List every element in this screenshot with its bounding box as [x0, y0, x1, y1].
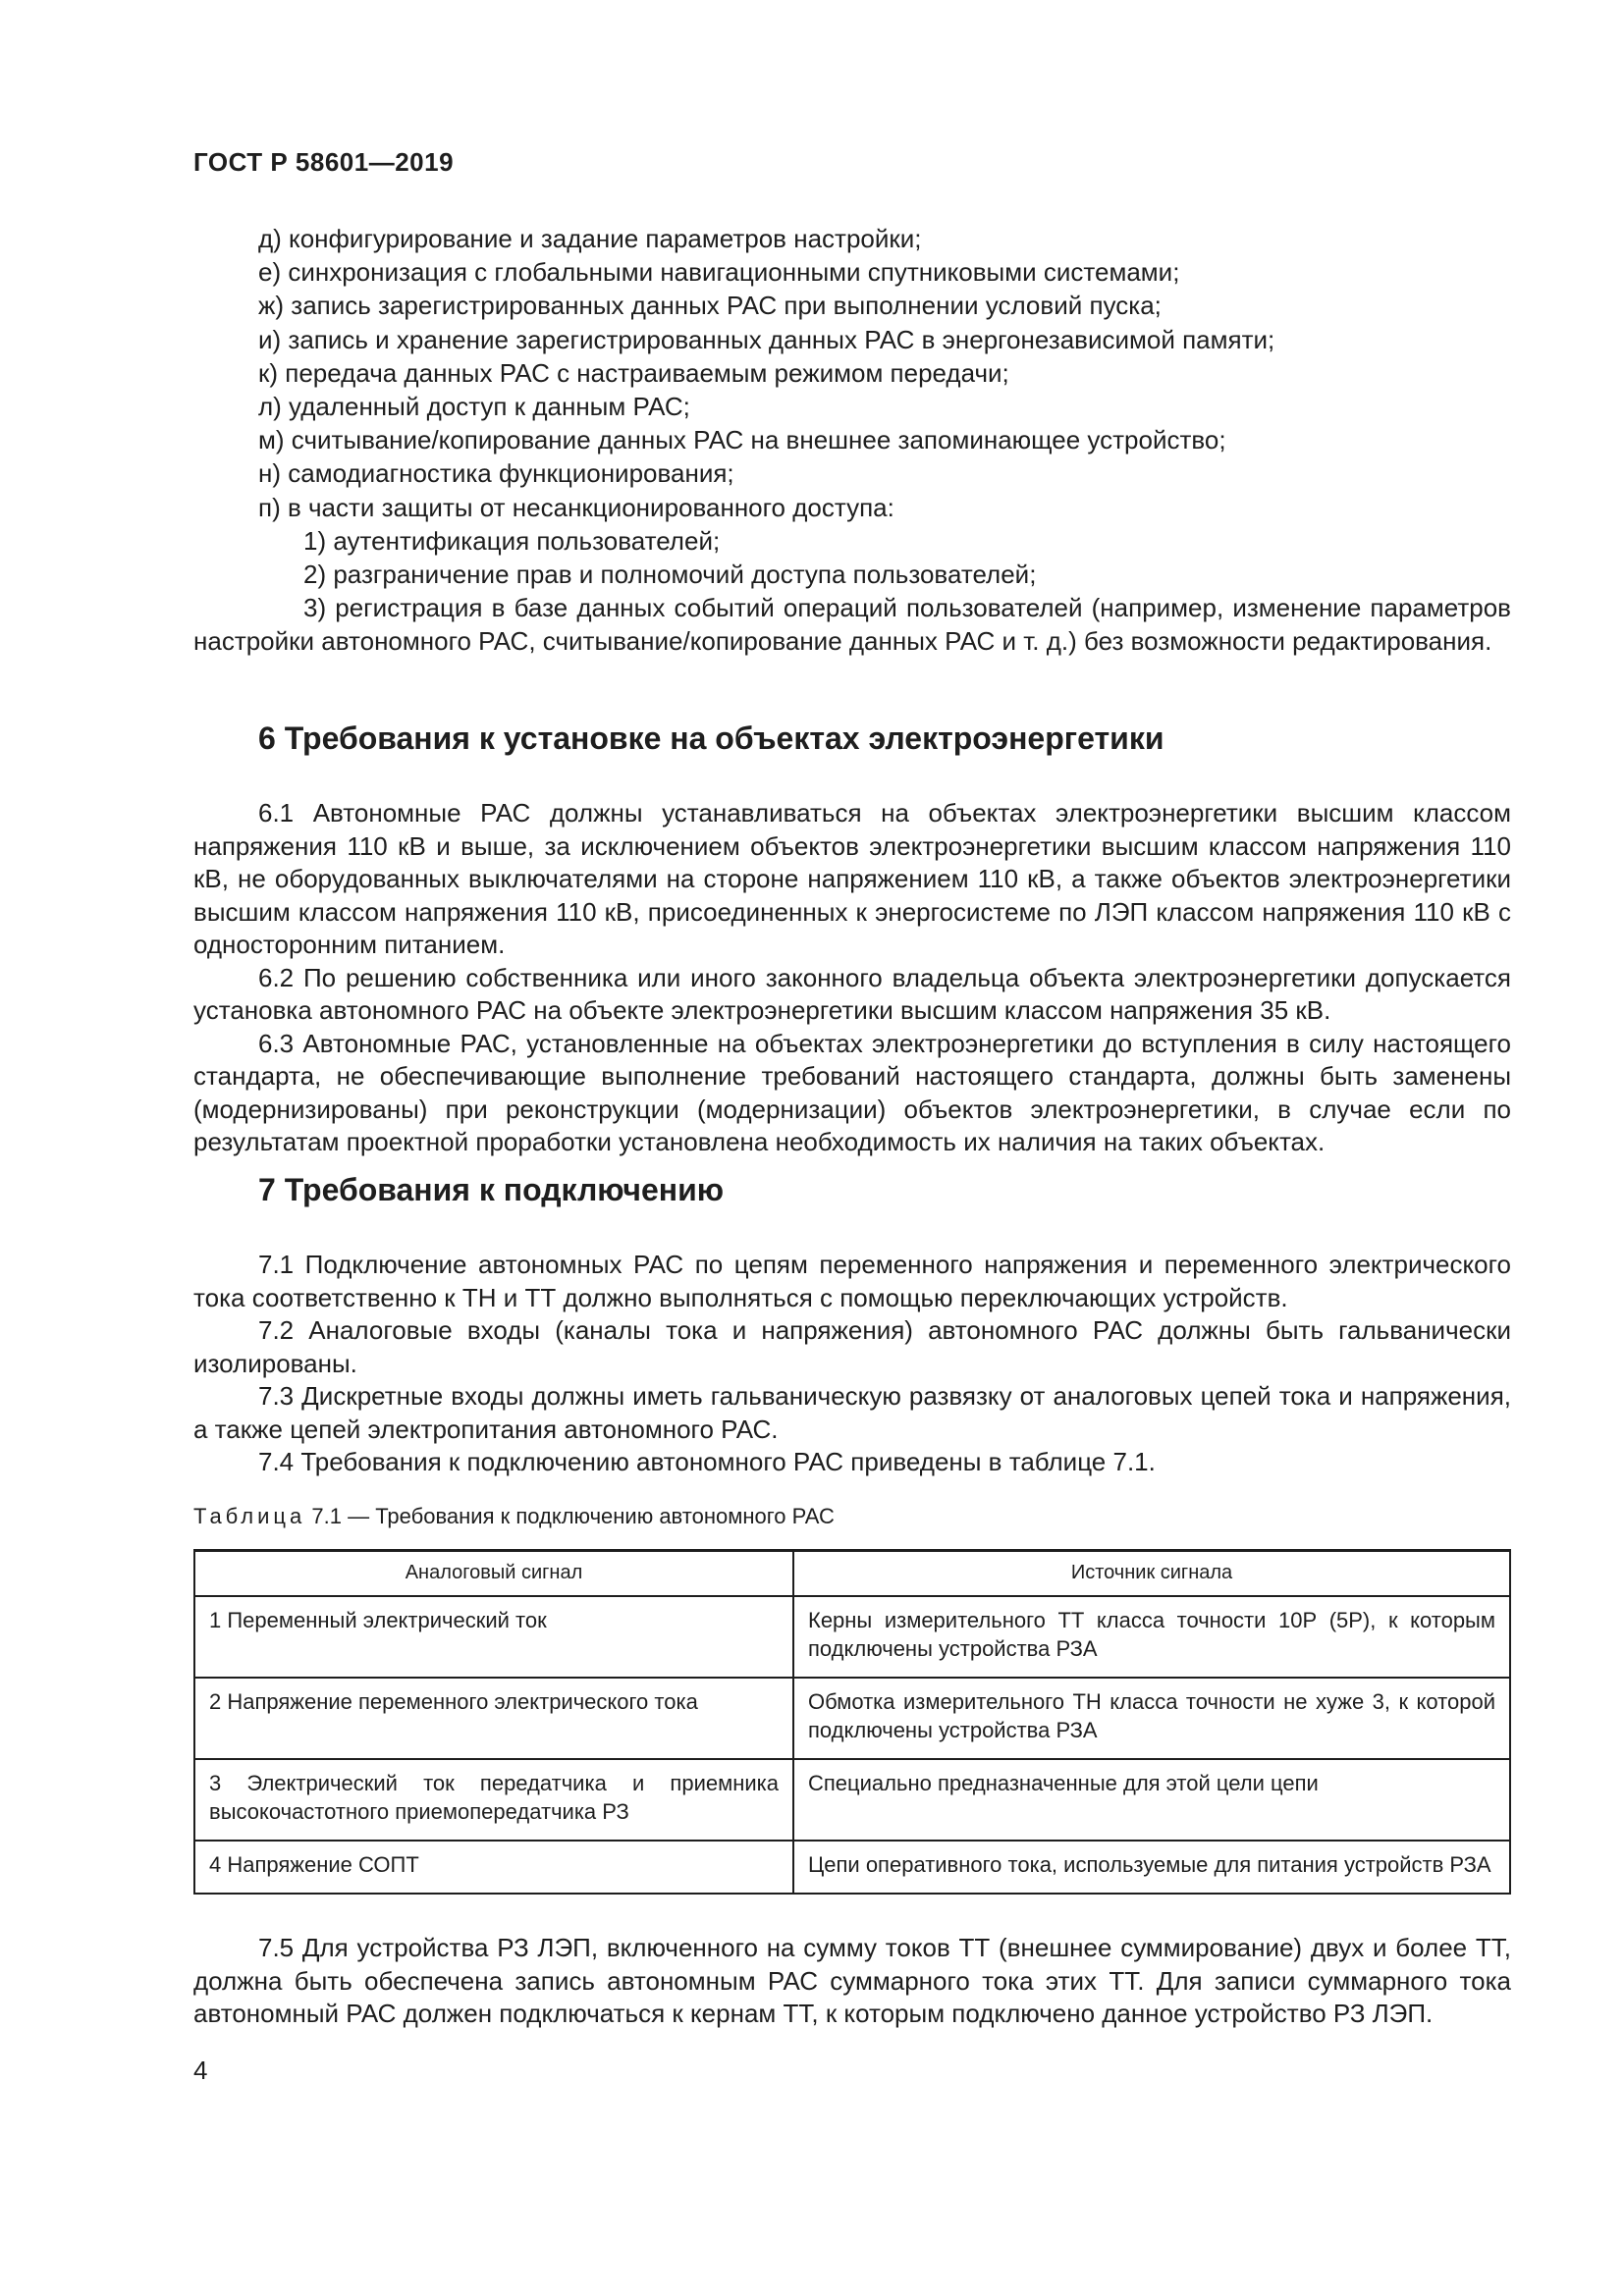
- paragraph: 6.1 Автономные РАС должны устанавливаться на объектах электроэнергетики высшим классом напряжения 110 кВ и выше, за исключением объектов электроэнергетики высшим классом напряжения 110 кВ, не оборудованных выключателями на стороне напряжением 110 кВ, а также объектов электроэнергетики высшим классом напряжения 110 кВ, присоединенных к энергосистеме по ЛЭП классом напряжения 110 кВ с односторонним питанием.: [193, 798, 1511, 959]
- list-subitem: 1) аутентификация пользователей;: [303, 525, 721, 556]
- list-item: е) синхронизация с глобальными навигационными спутниковыми системами;: [258, 257, 1180, 288]
- table-caption-label: Таблица: [193, 1504, 306, 1528]
- paragraph: 6.3 Автономные РАС, установленные на объектах электроэнергетики до вступления в силу настоящего стандарта, не обеспечивающие выполнение требований настоящего стандарта, должны быть заменены (модернизированы) при реконструкции (модернизации) объектов электроэнергетики, в случае если по результатам проектной проработки установлена необходимость их наличия на таких объектах.: [193, 1028, 1511, 1156]
- list-item: ж) запись зарегистрированных данных РАС при выполнении условий пуска;: [258, 291, 1162, 321]
- section-7-continued: [193, 1932, 1511, 2031]
- requirements-table: [193, 1549, 1511, 1895]
- table-header-row: [194, 1551, 1510, 1597]
- table-header-cell: Источник сигнала: [793, 1551, 1510, 1597]
- requirements-list: [193, 222, 1511, 659]
- table-cell: Обмотка измерительного ТН класса точности не хуже 3, к которой подключены устройства РЗА: [793, 1678, 1510, 1759]
- list-item: м) считывание/копирование данных РАС на внешнее запоминающее устройство;: [258, 425, 1226, 455]
- paragraph: 7.3 Дискретные входы должны иметь гальваническую развязку от аналоговых цепей тока и напряжения, а также цепей электропитания автономного РАС.: [193, 1381, 1511, 1444]
- table-cell: 4 Напряжение СОПТ: [194, 1841, 793, 1894]
- table-row: [194, 1678, 1510, 1759]
- list-item: и) запись и хранение зарегистрированных данных РАС в энергонезависимой памяти;: [258, 324, 1275, 354]
- list-subitem: 3) регистрация в базе данных событий операций пользователей (например, изменение параметров настройки автономного РАС, считывание/копирование данных РАС и т. д.) без возможности редактирования.: [193, 593, 1511, 657]
- table-cell: Керны измерительного ТТ класса точности 10Р (5Р), к которым подключены устройства РЗА: [793, 1596, 1510, 1678]
- list-item: п) в части защиты от несанкционированного доступа:: [258, 492, 894, 522]
- section-7-title: 7 Требования к подключению: [258, 1172, 725, 1207]
- section-6: [193, 719, 1511, 1159]
- list-subitem: 2) разграничение прав и полномочий доступа пользователей;: [303, 560, 1037, 590]
- table-header-cell: Аналоговый сигнал: [194, 1551, 793, 1597]
- table-row: [194, 1759, 1510, 1841]
- document-code-header: ГОСТ Р 58601—2019: [193, 147, 455, 177]
- list-item: н) самодиагностика функционирования;: [258, 458, 734, 489]
- table-cell: 3 Электрический ток передатчика и приемника высокочастотного приемопередатчика РЗ: [194, 1759, 793, 1841]
- paragraph: 6.2 По решению собственника или иного законного владельца объекта электроэнергетики допускается установка автономного РАС на объекте электроэнергетики высшим классом напряжения 35 кВ.: [193, 962, 1511, 1025]
- list-item: л) удаленный доступ к данным РАС;: [258, 392, 690, 422]
- list-item: д) конфигурирование и задание параметров настройки;: [258, 224, 922, 253]
- table-caption: [193, 1504, 835, 1529]
- paragraph: 7.1 Подключение автономных РАС по цепям переменного напряжения и переменного электрического тока соответственно к ТН и ТТ должно выполняться с помощью переключающих устройств.: [193, 1250, 1511, 1312]
- list-item: к) передача данных РАС с настраиваемым режимом передачи;: [258, 357, 1009, 388]
- table-row: [194, 1596, 1510, 1678]
- paragraph: 7.5 Для устройства РЗ ЛЭП, включенного на сумму токов ТТ (внешнее суммирование) двух и более ТТ, должна быть обеспечена запись автономным РАС суммарного тока этих ТТ. Для записи суммарного тока автономный РАС должен подключаться к кернам ТТ, к которым подключено данное устройство РЗ ЛЭП.: [193, 1933, 1511, 2028]
- section-6-title: 6 Требования к установке на объектах электроэнергетики: [258, 721, 1164, 756]
- page-number: 4: [193, 2056, 208, 2085]
- section-7: [193, 1170, 1511, 1479]
- table-cell: 1 Переменный электрический ток: [194, 1596, 793, 1678]
- paragraph: 7.2 Аналоговые входы (каналы тока и напряжения) автономного РАС должны быть гальванически изолированы.: [193, 1315, 1511, 1378]
- table-row: [194, 1841, 1510, 1894]
- paragraph: 7.4 Требования к подключению автономного РАС приведены в таблице 7.1.: [258, 1447, 1156, 1476]
- table-caption-text: 7.1 — Требования к подключению автономного РАС: [311, 1504, 835, 1528]
- table-cell: Специально предназначенные для этой цели цепи: [793, 1759, 1510, 1841]
- table-cell: 2 Напряжение переменного электрического тока: [194, 1678, 793, 1759]
- table-cell: Цепи оперативного тока, используемые для питания устройств РЗА: [793, 1841, 1510, 1894]
